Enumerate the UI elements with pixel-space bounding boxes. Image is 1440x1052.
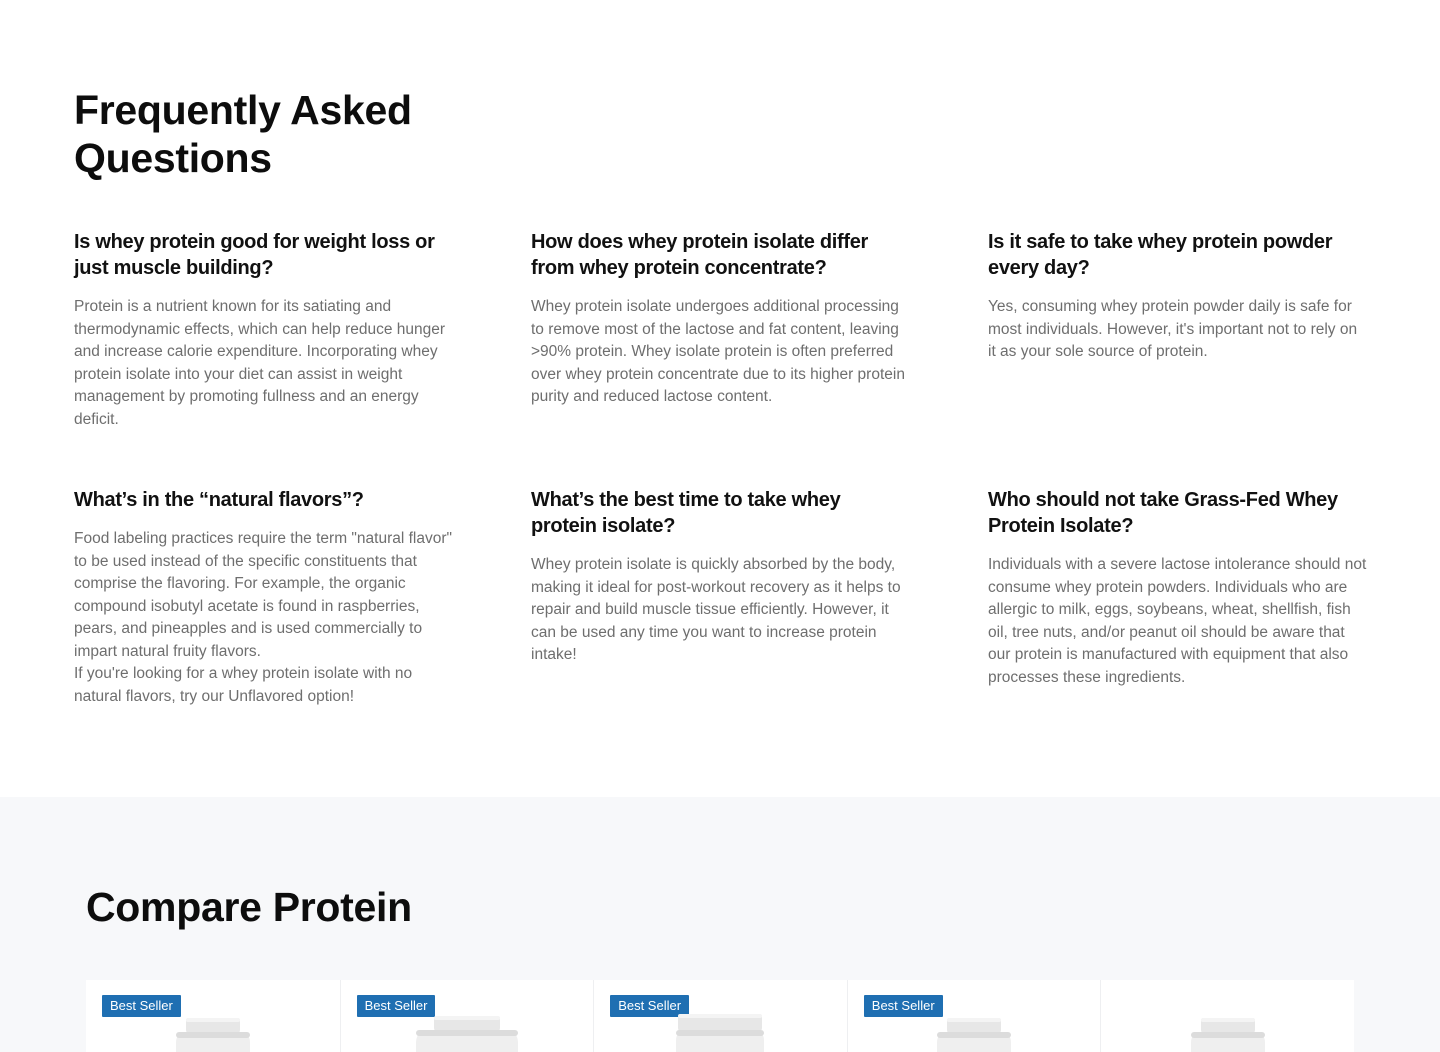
best-seller-badge: Best Seller (357, 995, 436, 1017)
product-card[interactable] (593, 980, 847, 1052)
faq-answer: Protein is a nutrient known for its satiating and thermodynamic effects, which can help reduce hunger and increase calorie expenditure. Incorporating whey protein isolate into your diet can assist in weight management by promoting fullness and an energy deficit. (74, 298, 446, 428)
compare-title: Compare Protein (86, 884, 412, 930)
faq-question: What’s in the “natural flavors”? (74, 489, 364, 511)
product-card[interactable] (1100, 980, 1354, 1052)
faq-question: What’s the best time to take whey protein isolate? (531, 489, 841, 537)
faq-answer: Whey protein isolate is quickly absorbed by the body, making it ideal for post-workout recovery as it helps to repair and build muscle tissue efficiently. However, it can be used any time you want to increase protein intake! (531, 556, 901, 663)
best-seller-badge: Best Seller (610, 995, 689, 1017)
protein-tub-image[interactable] (670, 1014, 770, 1052)
faq-answer: Yes, consuming whey protein powder daily is safe for most individuals. However, it's important not to rely on it as your sole source of protein. (988, 298, 1358, 360)
faq-item (531, 229, 911, 409)
faq-question: How does whey protein isolate differ from whey protein concentrate? (531, 231, 869, 279)
compare-section (0, 797, 1440, 1052)
faq-item (74, 487, 454, 708)
faq-item (988, 487, 1368, 689)
product-card[interactable] (86, 980, 340, 1052)
protein-tub-image[interactable] (933, 1016, 1015, 1052)
faq-answer: Individuals with a severe lactose intolerance should not consume whey protein powders. Individuals who are allergic to milk, eggs, soybeans, wheat, shellfish, fish oil, tree nuts, and/or peanut oil should be aware that our protein is manufactured with equipment that also processes these ingredients. (988, 556, 1367, 686)
faq-title: Frequently Asked Questions (74, 87, 412, 181)
protein-tub-image[interactable] (412, 1016, 522, 1052)
protein-tub-image[interactable] (172, 1016, 254, 1052)
best-seller-badge: Best Seller (102, 995, 181, 1017)
best-seller-badge: Best Seller (864, 995, 943, 1017)
faq-question: Is it safe to take whey protein powder every day? (988, 231, 1333, 279)
faq-item (74, 229, 454, 431)
faq-answer: Whey protein isolate undergoes additional processing to remove most of the lactose and fat content, leaving >90% protein. Whey isolate protein is often preferred over whey protein concentrate due to its higher protein purity and reduced lactose content. (531, 298, 905, 405)
faq-item (988, 229, 1368, 364)
product-card[interactable] (340, 980, 594, 1052)
product-card[interactable] (847, 980, 1101, 1052)
compare-cards (86, 980, 1354, 1052)
faq-item (531, 487, 911, 667)
faq-question: Is whey protein good for weight loss or just muscle building? (74, 231, 435, 279)
faq-question: Who should not take Grass-Fed Whey Protein Isolate? (988, 489, 1338, 537)
faq-answer: Food labeling practices require the term "natural flavor" to be used instead of the specific constituents that comprise the flavoring. For example, the organic compound isobutyl acetate is found in raspberries, pears, and pineapples and is used commercially to impart natural fruity flavors. If you're looking for a whey protein isolate with no natural flavors, try our Unflavored option! (74, 530, 453, 705)
protein-tub-image[interactable] (1187, 1016, 1269, 1052)
